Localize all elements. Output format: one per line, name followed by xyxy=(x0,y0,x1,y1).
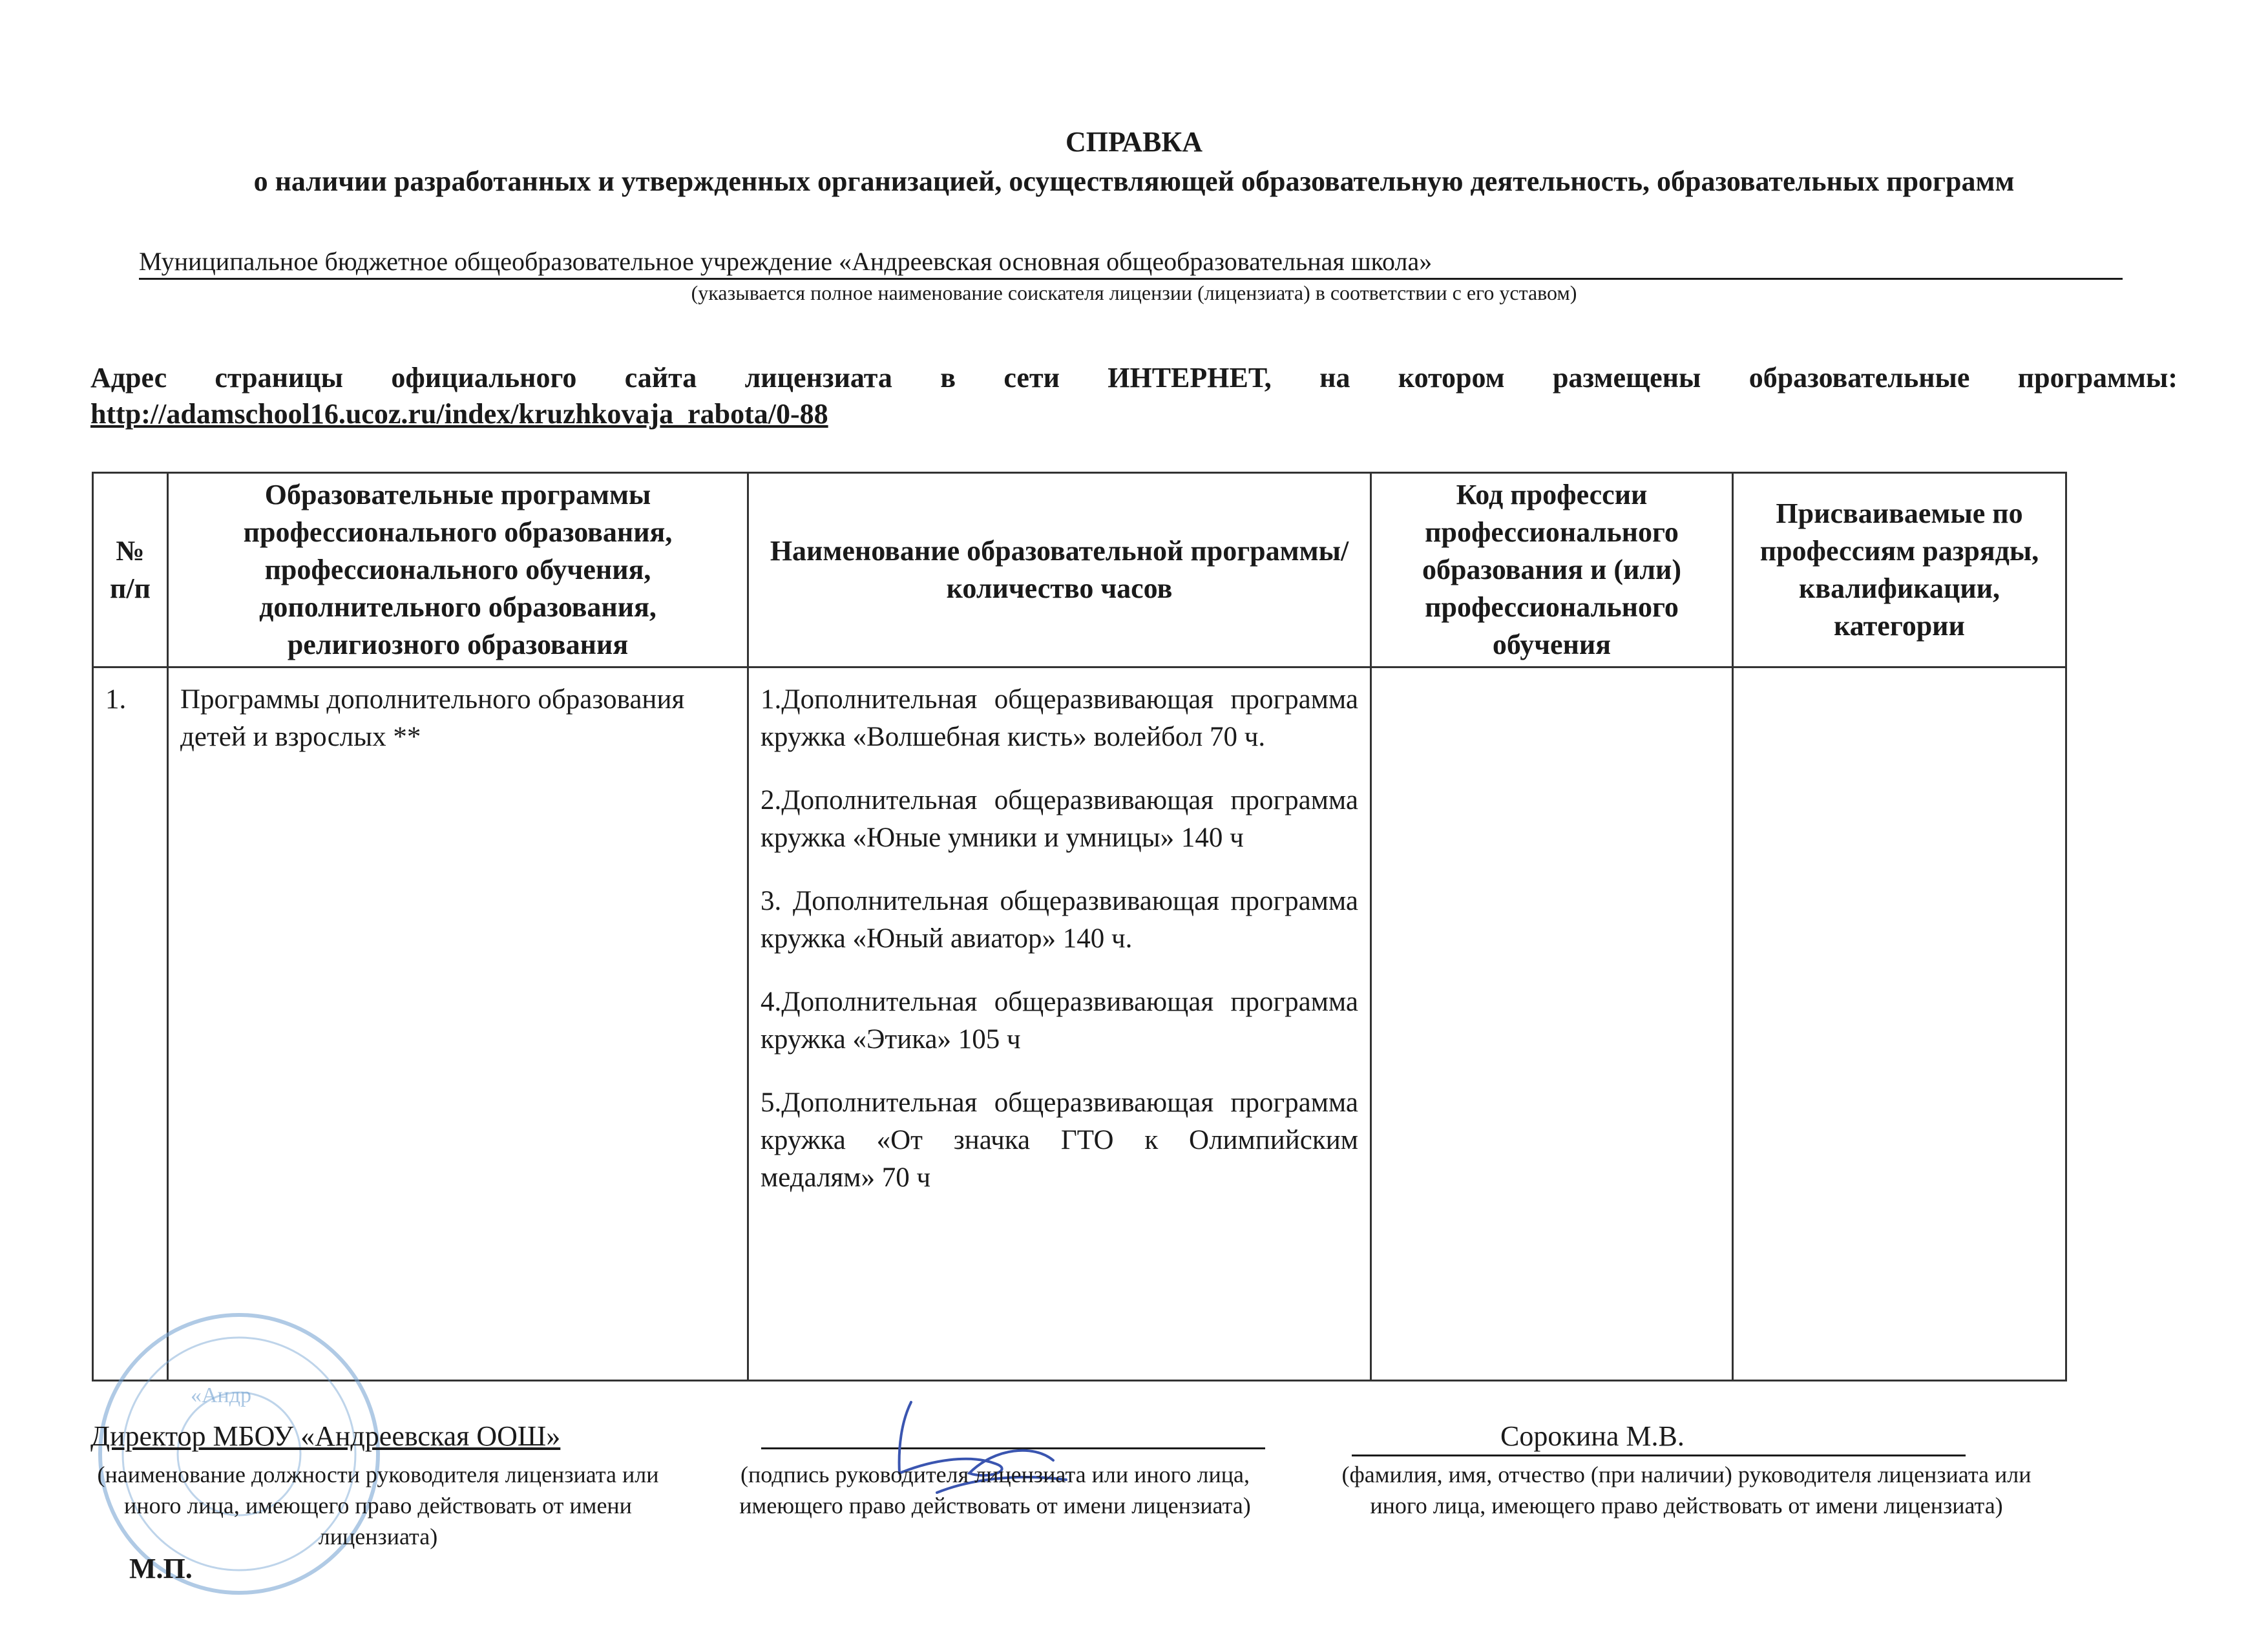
name-note: (фамилия, имя, отчество (при наличии) руководителя лицензиата или иного лица, имеющего право действовать от имени лицензиата) xyxy=(1341,1462,2032,1518)
column-header-profession-code: Код профессии профессионального образования и (или) профессионального обучения xyxy=(1371,473,1733,667)
programs-table xyxy=(92,472,2067,1381)
table-header-row xyxy=(93,473,2066,667)
organization-note: (указывается полное наименование соискателя лицензии (лицензиата) в соответствии с его уставом) xyxy=(691,281,1577,304)
program-item: 5.Дополнительная общеразвивающая программа кружка «От значка ГТО к Олимпийским медалям» 70 ч xyxy=(761,1087,1358,1193)
position-note: (наименование должности руководителя лицензиата или иного лица, имеющего право действовать от имени лицензиата) xyxy=(97,1462,659,1549)
signatory-name-line xyxy=(1352,1418,1966,1456)
row-category: Программы дополнительного образования детей и взрослых ** xyxy=(168,667,748,1381)
column-header-number: № п/п xyxy=(93,473,168,667)
organization-name: Муниципальное бюджетное общеобразовательное учреждение «Андреевская основная общеобразовательная школа» xyxy=(139,246,2123,280)
program-item: 3. Дополнительная общеразвивающая программа кружка «Юный авиатор» 140 ч. xyxy=(761,886,1358,954)
site-address-label: Адрес страницы официального сайта лицензиата в сети ИНТЕРНЕТ, на котором размещены образовательные программы: xyxy=(90,362,2178,394)
table-row xyxy=(93,667,2066,1381)
column-header-program-name: Наименование образовательной программы/количество часов xyxy=(748,473,1371,667)
column-header-qualification: Присваиваемые по профессиям разряды, квалификации, категории xyxy=(1733,473,2066,667)
signature-note: (подпись руководителя лицензиата или иного лица, имеющего право действовать от имени лицензиата) xyxy=(739,1462,1251,1518)
program-item: 4.Дополнительная общеразвивающая программа кружка «Этика» 105 ч xyxy=(761,987,1358,1055)
document-subtitle: о наличии разработанных и утвержденных организацией, осуществляющей образовательную деятельность, образовательных программ xyxy=(253,165,2015,197)
column-header-category: Образовательные программы профессионального образования, профессионального обучения, дополнительного образования, религиозного образования xyxy=(168,473,748,667)
row-number: 1. xyxy=(93,667,168,1381)
document-title: СПРАВКА xyxy=(1065,126,1203,158)
site-url-link[interactable]: http://adamschool16.ucoz.ru/index/kruzhkovaja_rabota/0-88 xyxy=(90,398,828,430)
stamp-text: «Андр xyxy=(191,1383,252,1407)
row-profession-code xyxy=(1371,667,1733,1381)
program-item: 1.Дополнительная общеразвивающая программа кружка «Волшебная кисть» волейбол 70 ч. xyxy=(761,684,1358,752)
seal-place-label: М.П. xyxy=(129,1553,193,1584)
signatory-name: Сорокина М.В. xyxy=(1500,1420,1685,1452)
signatory-position: Директор МБОУ «Андреевская ООШ» xyxy=(90,1420,561,1452)
program-item: 2.Дополнительная общеразвивающая программа кружка «Юные умники и умницы» 140 ч xyxy=(761,785,1358,853)
row-qualification xyxy=(1733,667,2066,1381)
row-programs xyxy=(748,667,1371,1381)
